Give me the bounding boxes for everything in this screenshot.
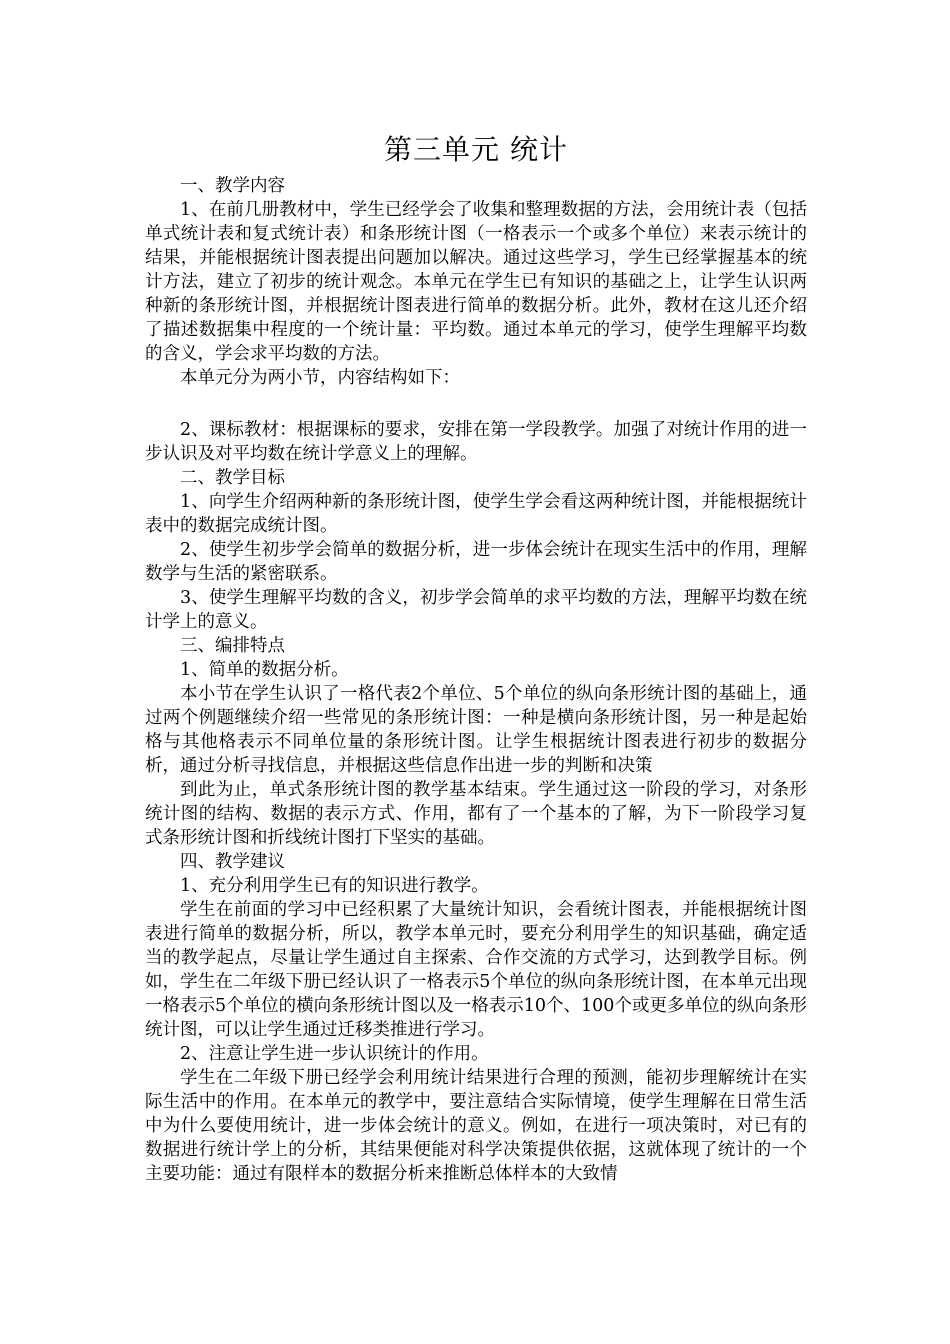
paragraph-goal-1: 1、向学生介绍两种新的条形统计图，使学生学会看这两种统计图，并能根据统计表中的数据完成统计图。 — [145, 492, 807, 536]
section-heading-teaching-goals: 二、教学目标 — [180, 468, 285, 488]
paragraph-statistics-role: 学生在二年级下册已经学会利用统计结果进行合理的预测，能初步理解统计在实际生活中的作用。在本单元的教学中，要注意结合实际情境，使学生理解在日常生活中为什么要使用统计，进一步体会统计的意义。例如，在进行一项决策时，对已有的数据进行统计学上的分析，其结果便能对科学决策提供依据，这就体现了统计的一个主要功能：通过有限样本的数据分析来推断总体样本的大致情 — [145, 1068, 807, 1184]
section-heading-arrangement: 三、编排特点 — [180, 636, 285, 656]
document-title: 第三单元 统计 — [384, 133, 568, 166]
subheading-use-knowledge: 1、充分利用学生已有的知识进行教学。 — [180, 876, 489, 896]
section-heading-teaching-content: 一、教学内容 — [180, 176, 285, 196]
paragraph-goal-2: 2、使学生初步学会简单的数据分析，进一步体会统计在现实生活中的作用，理解数学与生活的紧密联系。 — [145, 540, 807, 584]
paragraph-structure-intro: 本单元分为两小节，内容结构如下： — [180, 368, 460, 388]
section-heading-suggestions: 四、教学建议 — [180, 852, 285, 872]
paragraph-use-knowledge: 学生在前面的学习中已经积累了大量统计知识，会看统计图表，并能根据统计图表进行简单的数据分析，所以，教学本单元时，要充分利用学生的知识基础，确定适当的教学起点，尽量让学生通过自主探索、合作交流的方式学习，达到教学目标。例如，学生在二年级下册已经认识了一格表示5个单位的纵向条形统计图，在本单元出现一格表示5个单位的横向条形统计图以及一格表示10个、100个或更多单位的纵向条形统计图，可以让学生通过迁移类推进行学习。 — [145, 900, 807, 1040]
paragraph-goal-3: 3、使学生理解平均数的含义，初步学会简单的求平均数的方法，理解平均数在统计学上的意义。 — [145, 588, 807, 632]
paragraph-curriculum: 2、课标教材：根据课标的要求，安排在第一学段教学。加强了对统计作用的进一步认识及对平均数在统计学意义上的理解。 — [145, 420, 807, 464]
subheading-data-analysis: 1、简单的数据分析。 — [180, 660, 349, 680]
paragraph-content-overview: 1、在前几册教材中，学生已经学会了收集和整理数据的方法，会用统计表（包括单式统计表和复式统计表）和条形统计图（一格表示一个或多个单位）来表示统计的结果，并能根据统计图表提出问题加以解决。通过这些学习，学生已经掌握基本的统计方法，建立了初步的统计观念。本单元在学生已有知识的基础之上，让学生认识两种新的条形统计图，并根据统计图表进行简单的数据分析。此外，教材在这儿还介绍了描述数据集中程度的一个统计量：平均数。通过本单元的学习，使学生理解平均数的含义，学会求平均数的方法。 — [145, 200, 807, 364]
blank-gap — [145, 390, 807, 418]
paragraph-data-analysis: 本小节在学生认识了一格代表2个单位、5个单位的纵向条形统计图的基础上，通过两个例题继续介绍一些常见的条形统计图：一种是横向条形统计图，另一种是起始格与其他格表示不同单位量的条形统计图。让学生根据统计图表进行初步的数据分析，通过分析寻找信息，并根据这些信息作出进一步的判断和决策 — [145, 684, 807, 776]
subheading-statistics-role: 2、注意让学生进一步认识统计的作用。 — [180, 1044, 489, 1064]
document-page — [145, 130, 807, 1186]
paragraph-summary: 到此为止，单式条形统计图的教学基本结束。学生通过这一阶段的学习，对条形统计图的结构、数据的表示方式、作用，都有了一个基本的了解，为下一阶段学习复式条形统计图和折线统计图打下坚实的基础。 — [145, 780, 807, 848]
